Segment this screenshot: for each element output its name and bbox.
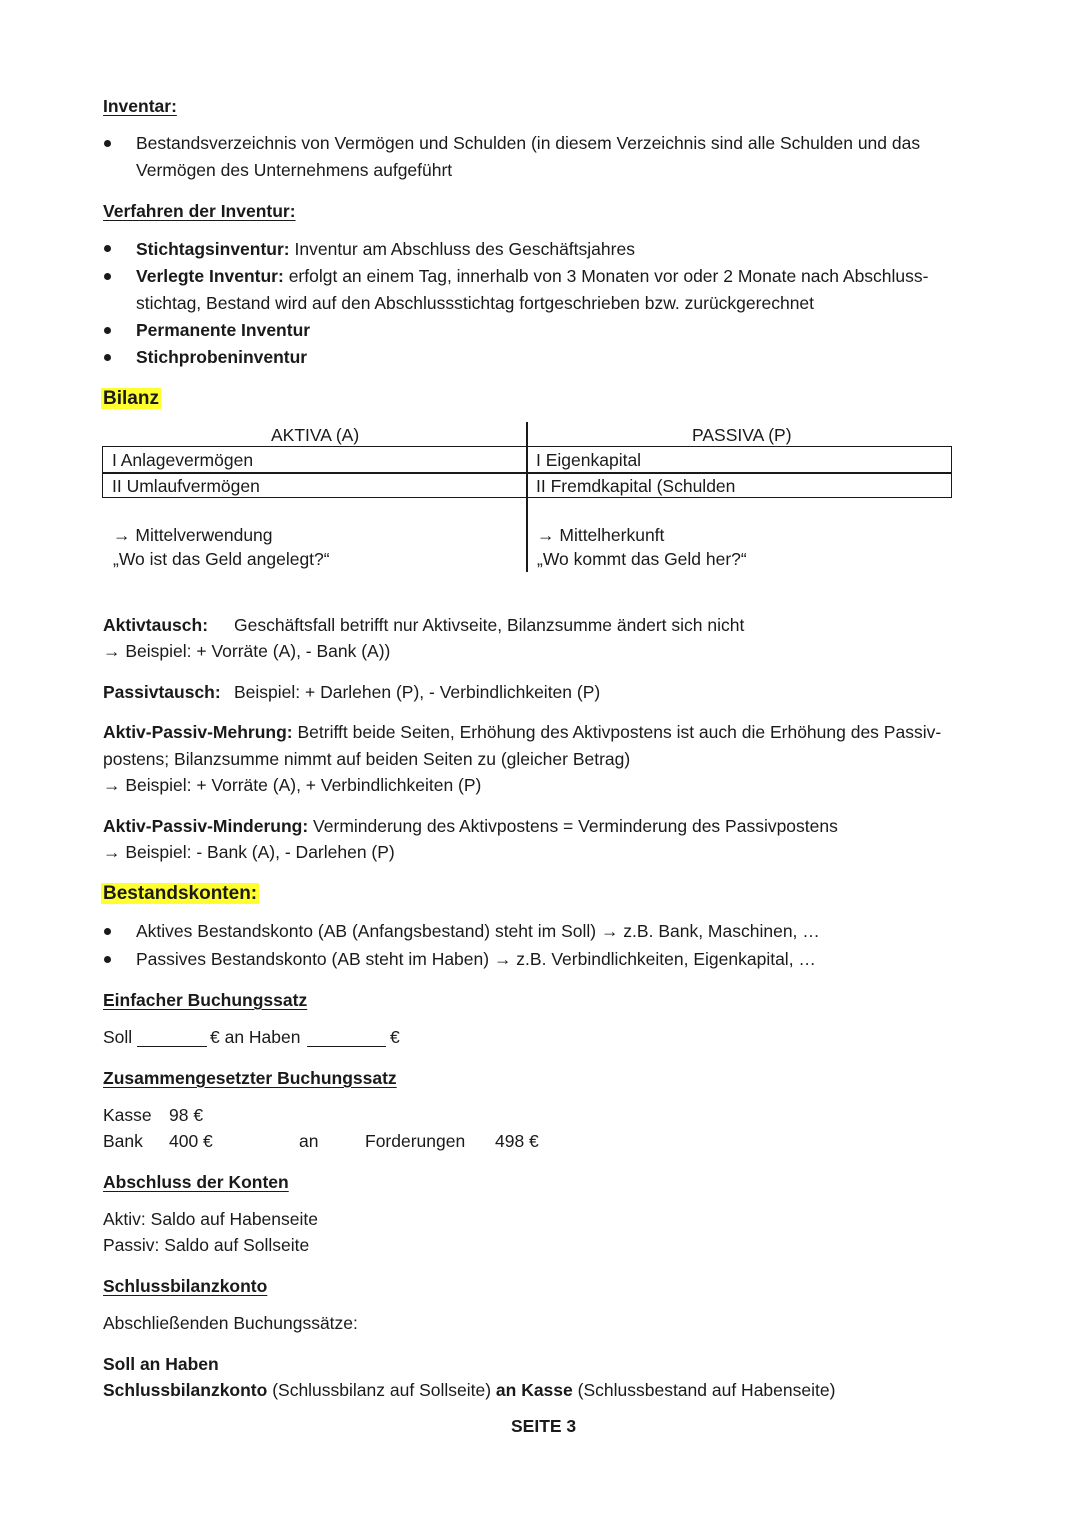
- bullet: [104, 273, 111, 280]
- aktivtausch-term: Aktivtausch:: [103, 615, 209, 635]
- passiva-row-separator: [526, 472, 952, 474]
- minderung-line1: [103, 816, 838, 837]
- verlegte-inventur-line2: stichtag, Bestand wird auf den Abschlussstichtag fortgeschrieben bzw. zurückgerechnet: [136, 293, 815, 313]
- zusammen-bank: Bank: [103, 1131, 143, 1151]
- bullet: [104, 956, 111, 963]
- mehrung-term: Aktiv-Passiv-Mehrung:: [103, 722, 293, 742]
- abschluss-heading: Abschluss der Konten: [103, 1172, 289, 1192]
- schluss-buchungssatz: [103, 1380, 835, 1401]
- schluss-note-haben: (Schlussbestand auf Habenseite): [572, 1380, 836, 1400]
- verlegte-inventur-term: Verlegte Inventur:: [136, 266, 284, 286]
- page-number: SEITE 3: [511, 1416, 577, 1436]
- schluss-note-soll: (Schlussbilanz auf Sollseite): [267, 1380, 496, 1400]
- bilanz-heading: [101, 388, 161, 410]
- einfach-euro: €: [390, 1027, 400, 1047]
- einfacher-buchungssatz-heading: Einfacher Buchungssatz: [103, 990, 308, 1010]
- bestandskonten-item-passiv: Passives Bestandskonto (AB steht im Haben) → z.B. Verbindlichkeiten, Eigenkapital, …: [136, 949, 816, 969]
- zusammen-an: an: [299, 1131, 319, 1151]
- bestandskonten-heading-text: Bestandskonten:: [103, 883, 258, 904]
- mehrung-example: → Beispiel: + Vorräte (A), + Verbindlichkeiten (P): [103, 775, 482, 795]
- blank-line: [137, 1046, 207, 1047]
- aktivtausch-text: Geschäftsfall betrifft nur Aktivseite, Bilanzsumme ändert sich nicht: [234, 615, 745, 635]
- stichprobeninventur-item: Stichprobeninventur: [136, 347, 308, 367]
- schluss-term: Schlussbilanzkonto: [103, 1380, 268, 1400]
- schluss-intro: Abschließenden Buchungssätze:: [103, 1313, 358, 1333]
- blank-line: [307, 1046, 386, 1047]
- aktiva-note-question: „Wo ist das Geld angelegt?“: [113, 549, 330, 569]
- einfach-middle: € an Haben: [210, 1027, 301, 1047]
- aktiva-row-separator: [102, 472, 527, 474]
- bilanz-heading-text: Bilanz: [103, 388, 159, 409]
- passiva-header: PASSIVA (P): [692, 425, 792, 445]
- passiva-note-question: „Wo kommt das Geld her?“: [537, 549, 747, 569]
- passiva-note-mittelherkunft: → Mittelherkunft: [537, 525, 665, 545]
- abschluss-passiv: Passiv: Saldo auf Sollseite: [103, 1235, 310, 1255]
- passivtausch-term: Passivtausch:: [103, 682, 221, 702]
- schluss-an-kasse: an Kasse: [495, 1380, 573, 1400]
- stichtagsinventur-text: Inventur am Abschluss des Geschäftsjahres: [289, 239, 635, 259]
- inventar-text-line2: Vermögen des Unternehmens aufgeführt: [136, 160, 453, 180]
- bullet: [104, 327, 111, 334]
- zusammen-kasse: Kasse: [103, 1105, 152, 1125]
- minderung-term: Aktiv-Passiv-Minderung:: [103, 816, 309, 836]
- passiva-row-fremdkapital: II Fremdkapital (Schulden: [536, 476, 736, 496]
- minderung-example: → Beispiel: - Bank (A), - Darlehen (P): [103, 842, 395, 862]
- minderung-text: Verminderung des Aktivpostens = Verminderung des Passivpostens: [308, 816, 838, 836]
- zusammen-forderungen-amount: 498 €: [495, 1131, 539, 1151]
- verfahren-heading: Verfahren der Inventur:: [103, 201, 296, 221]
- aktiva-row-anlagevermoegen: I Anlagevermögen: [112, 450, 254, 470]
- passivtausch-text: Beispiel: + Darlehen (P), - Verbindlichkeiten (P): [234, 682, 601, 702]
- bestandskonten-heading: [101, 883, 259, 905]
- soll-an-haben: Soll an Haben: [103, 1354, 219, 1374]
- verlegte-inventur-item: [136, 266, 928, 287]
- stichtagsinventur-item: [136, 239, 635, 260]
- bullet: [104, 140, 111, 147]
- bestandskonten-item-aktiv: Aktives Bestandskonto (AB (Anfangsbestand) steht im Soll) → z.B. Bank, Maschinen, …: [136, 921, 820, 941]
- mehrung-line1: [103, 722, 941, 743]
- einfach-soll: Soll: [103, 1027, 133, 1047]
- aktiva-note-mittelverwendung: → Mittelverwendung: [113, 525, 273, 545]
- zusammen-bank-amount: 400 €: [169, 1131, 213, 1151]
- zusammen-kasse-amount: 98 €: [169, 1105, 204, 1125]
- passiva-row-eigenkapital: I Eigenkapital: [536, 450, 642, 470]
- inventar-heading: Inventar:: [103, 96, 177, 116]
- mehrung-line2: postens; Bilanzsumme nimmt auf beiden Seiten zu (gleicher Betrag): [103, 749, 631, 769]
- aktiva-row-umlaufvermoegen: II Umlaufvermögen: [112, 476, 260, 496]
- permanente-inventur-item: Permanente Inventur: [136, 320, 311, 340]
- bullet: [104, 354, 111, 361]
- aktivtausch-example: → Beispiel: + Vorräte (A), - Bank (A)): [103, 641, 391, 661]
- stichtagsinventur-term: Stichtagsinventur:: [136, 239, 290, 259]
- zusammen-forderungen: Forderungen: [365, 1131, 466, 1151]
- bullet: [104, 245, 111, 252]
- abschluss-aktiv: Aktiv: Saldo auf Habenseite: [103, 1209, 318, 1229]
- inventar-text-line1: Bestandsverzeichnis von Vermögen und Schulden (in diesem Verzeichnis sind alle Schulden und das: [136, 133, 921, 153]
- mehrung-text: Betrifft beide Seiten, Erhöhung des Aktivpostens ist auch die Erhöhung des Passiv-: [292, 722, 942, 742]
- bullet: [104, 928, 111, 935]
- verlegte-inventur-text: erfolgt an einem Tag, innerhalb von 3 Monaten vor oder 2 Monate nach Abschluss-: [283, 266, 929, 286]
- aktiva-header: AKTIVA (A): [271, 425, 360, 445]
- zusammengesetzter-buchungssatz-heading: Zusammengesetzter Buchungssatz: [103, 1068, 397, 1088]
- schlussbilanzkonto-heading: Schlussbilanzkonto: [103, 1276, 268, 1296]
